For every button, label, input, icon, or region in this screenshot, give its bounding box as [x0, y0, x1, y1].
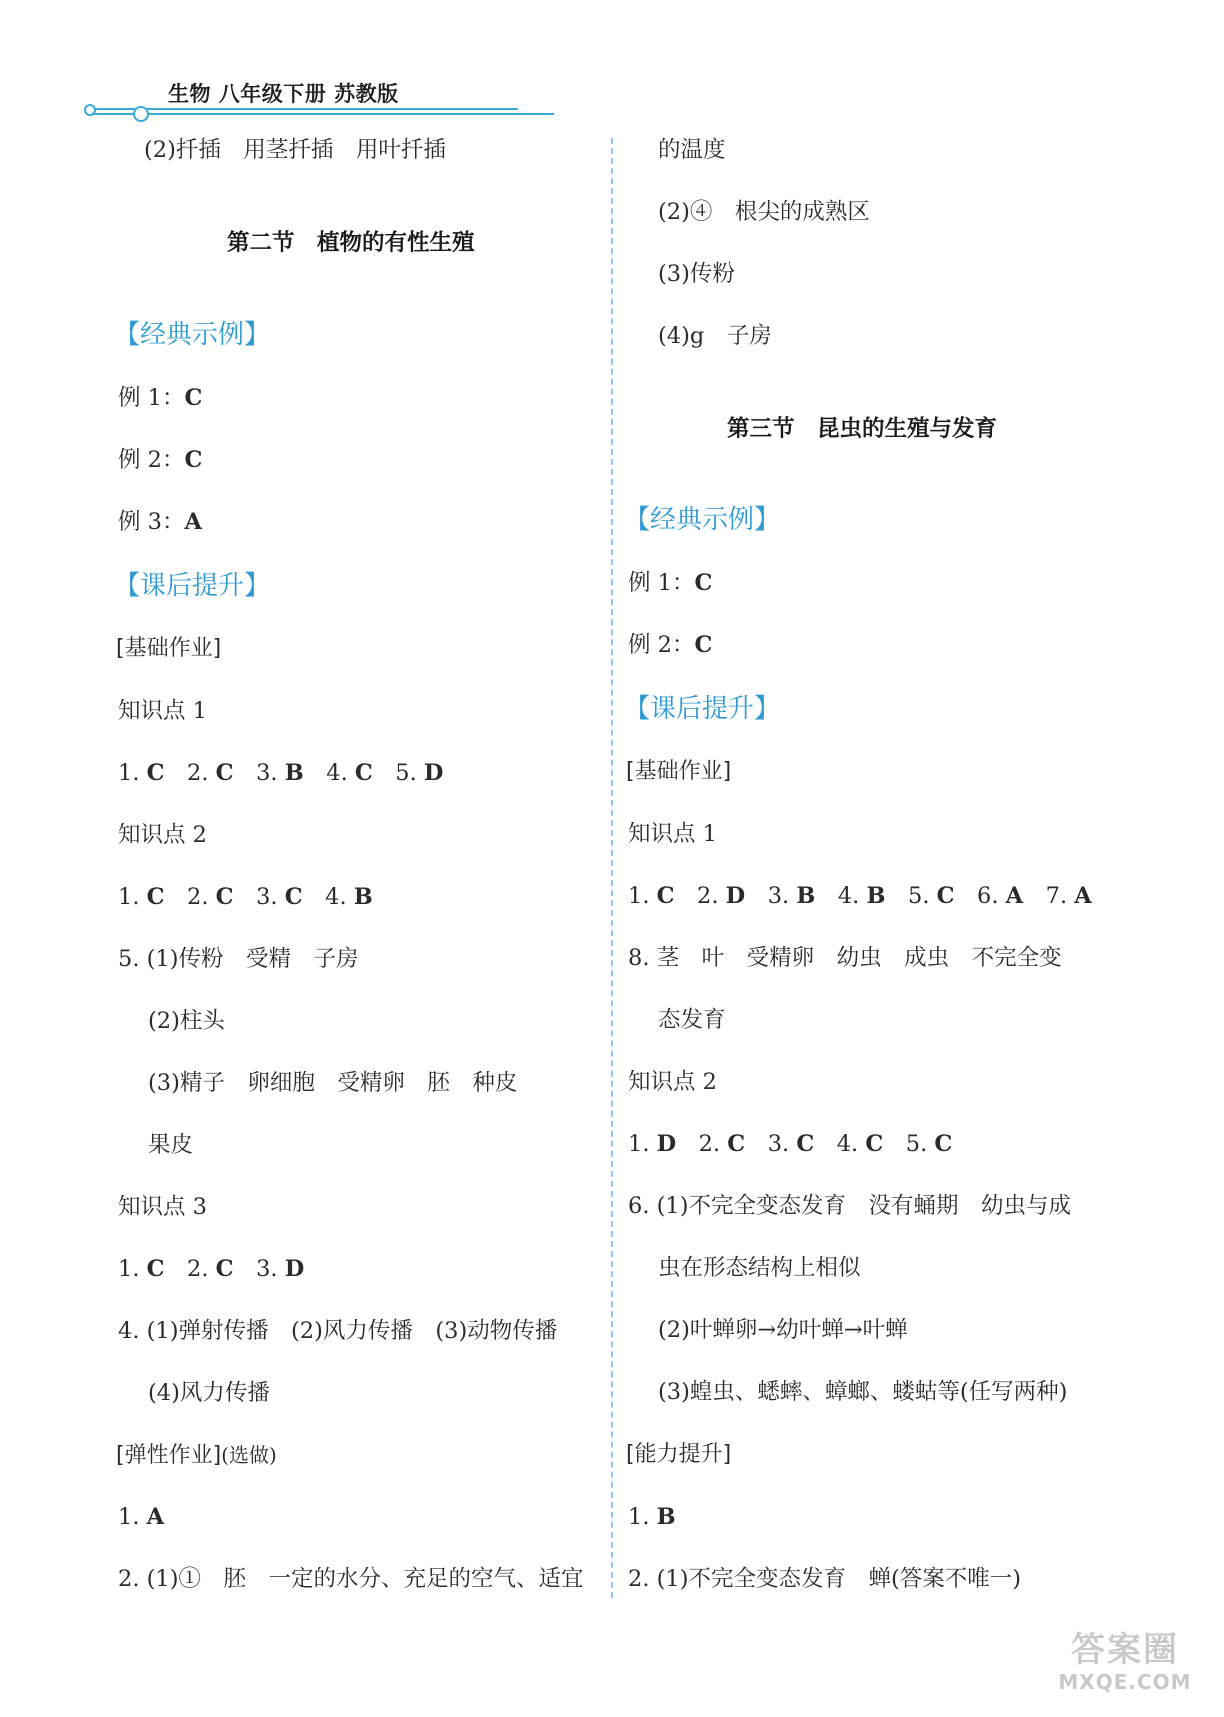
choice-letter: B	[353, 884, 373, 910]
heading-after-class: 【课后提升】	[624, 694, 781, 724]
choice-letter: C	[934, 1131, 953, 1157]
answer-line: 1. B	[628, 1504, 676, 1530]
answer-line: (4)风力传播	[148, 1380, 270, 1406]
answer-line: 1. C 2. D 3. B 4. B 5. C 6. A 7. A	[628, 883, 1092, 909]
column-divider	[611, 138, 613, 1598]
heading-classic-examples: 【经典示例】	[114, 320, 271, 350]
answer-line: (4)g 子房	[658, 323, 772, 349]
knowledge-point-label: 知识点 2	[118, 822, 207, 848]
answer-line: (2)扦插 用茎扦插 用叶扦插	[144, 137, 446, 163]
knowledge-point-label: 知识点 1	[628, 821, 717, 847]
answer-line: (3)精子 卵细胞 受精卵 胚 种皮	[148, 1070, 518, 1096]
choice-letter: C	[936, 883, 955, 909]
header-dot-small	[84, 104, 96, 116]
header-rule-top	[88, 108, 518, 110]
choice-letter: C	[184, 447, 203, 473]
choice-letter: B	[866, 883, 886, 909]
example-answer: 例 3：A	[118, 509, 202, 535]
knowledge-point-label: 知识点 3	[118, 1194, 207, 1220]
section-title: 第三节 昆虫的生殖与发育	[727, 416, 998, 442]
header-rule-bottom	[88, 113, 554, 115]
heading-after-class: 【课后提升】	[114, 571, 271, 601]
answer-line: 虫在形态结构上相似	[658, 1255, 861, 1281]
answer-line: (3)传粉	[658, 261, 735, 287]
example-answer: 例 1：C	[118, 385, 203, 411]
header-dot-large	[133, 106, 149, 122]
choice-letter: D	[656, 1131, 677, 1157]
answer-line: 的温度	[658, 137, 726, 163]
answer-line: 2. (1)不完全变态发育 蝉(答案不唯一)	[628, 1566, 1022, 1592]
choice-letter: B	[284, 760, 304, 786]
choice-letter: C	[184, 385, 203, 411]
choice-letter: C	[146, 1256, 165, 1282]
subheading-ability-improvement: [能力提升]	[626, 1442, 732, 1467]
subheading-basic-homework: [基础作业]	[116, 636, 222, 661]
header-title: 生物 八年级下册 苏教版	[168, 82, 399, 106]
answer-line: 5. (1)传粉 受精 子房	[118, 946, 359, 972]
knowledge-point-label: 知识点 2	[628, 1069, 717, 1095]
answer-line: 2. (1)① 胚 一定的水分、充足的空气、适宜	[118, 1566, 584, 1592]
heading-classic-examples: 【经典示例】	[624, 505, 781, 535]
answer-line: 4. (1)弹射传播 (2)风力传播 (3)动物传播	[118, 1318, 558, 1344]
answer-line: 1. D 2. C 3. C 4. C 5. C	[628, 1131, 953, 1157]
section-title: 第二节 植物的有性生殖	[227, 230, 475, 256]
subheading-elastic-homework: [弹性作业](选做)	[116, 1443, 277, 1468]
example-answer: 例 2：C	[628, 632, 713, 658]
watermark-logo: 答案圈 MXQE.COM	[1058, 1630, 1192, 1694]
choice-letter: C	[215, 884, 234, 910]
choice-letter: C	[727, 1131, 746, 1157]
choice-letter: C	[656, 883, 675, 909]
choice-letter: C	[796, 1131, 815, 1157]
choice-letter: C	[354, 760, 373, 786]
choice-letter: C	[215, 760, 234, 786]
choice-letter: C	[146, 760, 165, 786]
answer-line: 态发育	[658, 1007, 726, 1033]
choice-letter: C	[694, 632, 713, 658]
choice-letter: A	[184, 509, 202, 535]
answer-line: 1. C 2. C 3. B 4. C 5. D	[118, 760, 444, 786]
choice-letter: C	[865, 1131, 884, 1157]
answer-line: (2)叶蝉卵→幼叶蝉→叶蝉	[658, 1317, 908, 1343]
choice-letter: C	[284, 884, 303, 910]
knowledge-point-label: 知识点 1	[118, 698, 207, 724]
choice-letter: D	[725, 883, 746, 909]
answer-line: 8. 茎 叶 受精卵 幼虫 成虫 不完全变	[628, 945, 1062, 971]
answer-line: (2)④ 根尖的成熟区	[658, 199, 870, 225]
choice-letter: A	[1005, 883, 1024, 909]
optional-note: (选做)	[221, 1443, 277, 1467]
answer-line: 1. C 2. C 3. D	[118, 1256, 305, 1282]
choice-letter: D	[284, 1256, 305, 1282]
choice-letter: C	[215, 1256, 234, 1282]
answer-line: 6. (1)不完全变态发育 没有蛹期 幼虫与成	[628, 1193, 1071, 1219]
example-answer: 例 2：C	[118, 447, 203, 473]
answer-line: 果皮	[148, 1132, 194, 1158]
answer-line: 1. C 2. C 3. C 4. B	[118, 884, 373, 910]
answer-line: 1. A	[118, 1504, 165, 1530]
choice-letter: B	[656, 1504, 676, 1530]
choice-letter: B	[796, 883, 816, 909]
choice-letter: A	[146, 1504, 165, 1530]
answer-line: (3)蝗虫、蟋蟀、蟑螂、蝼蛄等(任写两种)	[658, 1379, 1068, 1405]
choice-letter: A	[1074, 883, 1092, 909]
subheading-basic-homework: [基础作业]	[626, 759, 732, 784]
example-answer: 例 1：C	[628, 570, 713, 596]
choice-letter: D	[423, 760, 444, 786]
choice-letter: C	[146, 884, 165, 910]
answer-line: (2)柱头	[148, 1008, 225, 1034]
choice-letter: C	[694, 570, 713, 596]
